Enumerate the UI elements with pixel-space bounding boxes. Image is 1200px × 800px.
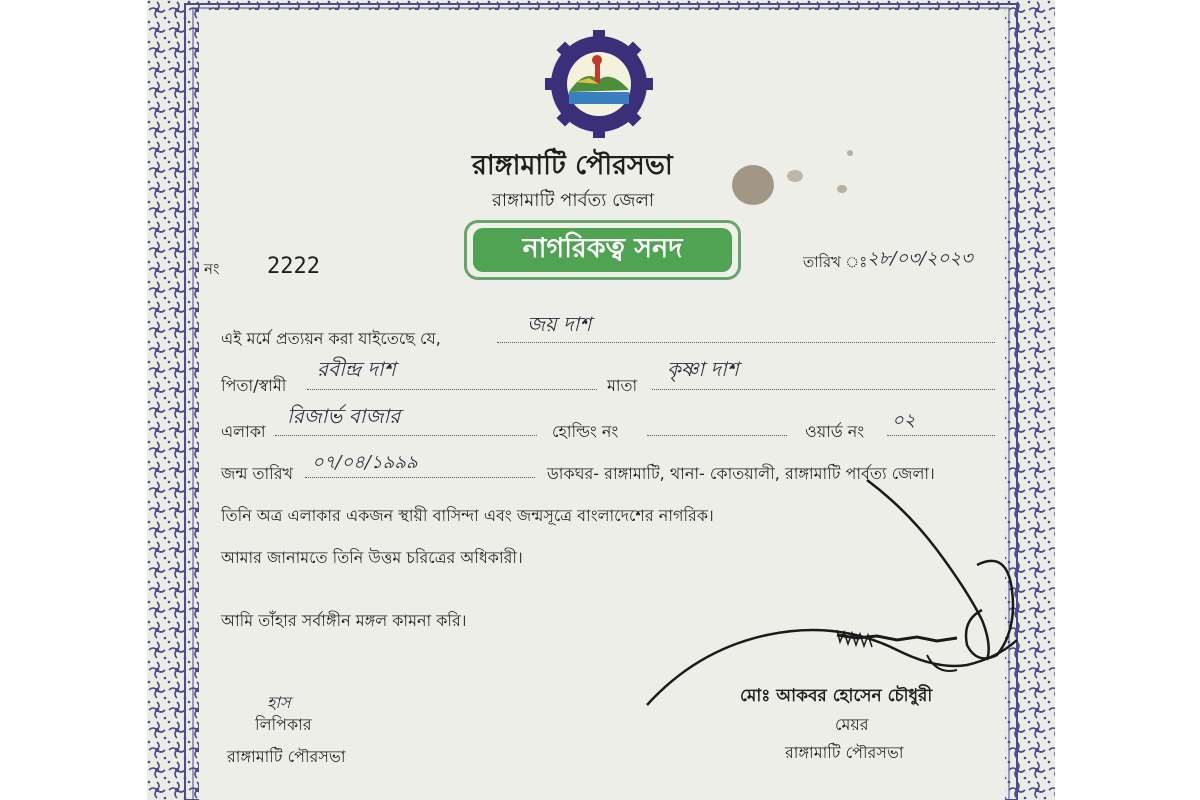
holding-dotted-line — [647, 435, 787, 436]
mayor-name: মোঃ আকবর হোসেন চৌধুরী — [740, 686, 933, 706]
body-paragraph-1: তিনি অত্র এলাকার একজন স্থায়ী বাসিন্দা এবং জন্মসূত্রে বাংলাদেশের নাগরিক। — [221, 506, 714, 525]
name-value: জয় দাশ — [527, 312, 592, 336]
district-name: রাঙ্গামাটি পার্বত্য জেলা — [492, 190, 655, 211]
number-label: নং — [204, 260, 220, 278]
dob-value: ০৭/০৪/১৯৯৯ — [312, 452, 418, 473]
certificate-title: নাগরিকত্ব সনদ — [473, 228, 732, 272]
mayor-role: মেয়র — [835, 715, 869, 734]
mayor-signature — [637, 470, 1047, 720]
stain-mark — [847, 150, 853, 156]
area-value: রিজার্ভ বাজার — [287, 404, 401, 428]
mother-dotted-line — [652, 389, 995, 390]
attestation-label: এই মর্মে প্রত্যয়ন করা যাইতেছে যে, — [221, 329, 441, 348]
area-dotted-line — [275, 435, 537, 436]
date-label: তারিখ ঃ — [803, 253, 868, 271]
stain-mark — [837, 185, 847, 193]
municipality-seal-logo — [545, 30, 653, 138]
body-paragraph-2: আমার জানামতে তিনি উত্তম চরিত্রের অধিকারী। — [221, 548, 523, 567]
clerk-initials: হাস — [267, 693, 291, 712]
mother-value: কৃষ্ণা দাশ — [667, 357, 739, 381]
father-label: পিতা/স্বামী — [221, 376, 287, 395]
certificate-title-box — [464, 220, 741, 280]
mayor-org: রাঙ্গামাটি পৌরসভা — [785, 743, 904, 762]
stain-mark — [732, 165, 774, 205]
stain-mark — [787, 170, 803, 182]
mother-label: মাতা — [607, 376, 638, 395]
municipality-name: রাঙ্গামাটি পৌরসভা — [472, 150, 673, 181]
clerk-org: রাঙ্গামাটি পৌরসভা — [227, 747, 346, 766]
holding-label: হোল্ডিং নং — [552, 422, 619, 441]
father-value: রবীন্দ্র দাশ — [317, 357, 396, 381]
ward-label: ওয়ার্ড নং — [805, 422, 865, 441]
clerk-role: লিপিকার — [255, 715, 312, 734]
address-text: ডাকঘর- রাঙ্গামাটি, থানা- কোতয়ালী, রাঙ্গামাটি পার্বত্য জেলা। — [547, 464, 935, 483]
body-paragraph-3: আমি তাঁহার সর্বাঙ্গীন মঙ্গল কামনা করি। — [221, 611, 467, 630]
area-label: এলাকা — [221, 422, 266, 441]
certificate-number: 2222 — [267, 254, 320, 279]
issue-date: ২৮/০৩/২০২৩ — [867, 248, 973, 269]
father-dotted-line — [307, 389, 597, 390]
certificate-document — [147, 0, 1055, 800]
dob-label: জন্ম তারিখ — [221, 464, 294, 483]
ward-value: ০২ — [892, 410, 916, 431]
